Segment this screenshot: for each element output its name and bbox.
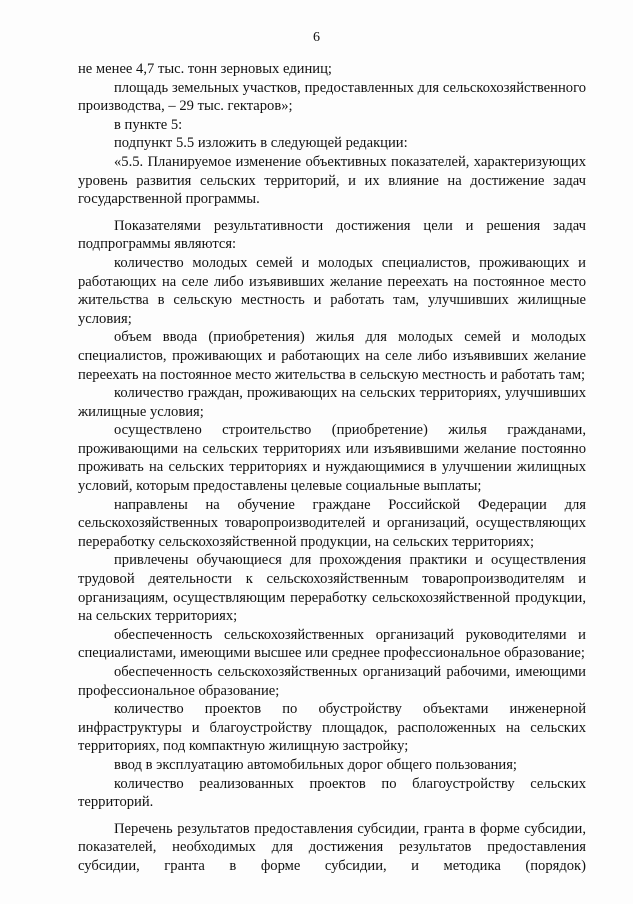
paragraph: объем ввода (приобретения) жилья для молодых семей и молодых специалистов, проживающих и работающих на селе либо изъявивших желание переехать на постоянное место жительства в сельскую местность и работать там;: [78, 329, 586, 383]
paragraph: в пункте 5:: [114, 116, 183, 133]
paragraph: количество проектов по обустройству объектами инженерной инфраструктуры и благоустройству площадок, расположенных на сельских территориях, под компактную жилищную застройку;: [78, 701, 586, 755]
page-number: 6: [313, 30, 320, 45]
paragraph: осуществлено строительство (приобретение) жилья гражданами, проживающими на сельских территориях или изъявившими желание постоянно проживать на сельских территориях и нуждающимися в улучшении жилищных условий, которым предоставлены целевые социальные выплаты;: [78, 422, 586, 495]
paragraph: количество граждан, проживающих на сельских территориях, улучшивших жилищные условия;: [78, 385, 586, 420]
paragraph: обеспеченность сельскохозяйственных организаций рабочими, имеющими профессиональное образование;: [78, 664, 586, 699]
paragraph: Показателями результативности достижения цели и решения задач подпрограммы являются:: [78, 217, 586, 253]
paragraph: привлечены обучающиеся для прохождения практики и осуществления трудовой деятельности к сельскохозяйственным товаропроизводителям и организациям, осуществляющим переработку сельскохозяйственной продукции, на сельских территориях;: [78, 552, 586, 625]
paragraph: ввод в эксплуатацию автомобильных дорог общего пользования;: [114, 756, 517, 773]
paragraph: Перечень результатов предоставления субсидии, гранта в форме субсидии, показателей, необходимых для достижения результатов предоставления субсидии, гранта в форме субсидии, и методика (порядок): [78, 820, 586, 874]
paragraph: количество реализованных проектов по благоустройству сельских территорий.: [78, 775, 586, 811]
paragraph: «5.5. Планируемое изменение объективных показателей, характеризующих уровень развития сельских территорий, и их влияние на достижение задач государственной программы.: [78, 153, 586, 208]
paragraph: не менее 4,7 тыс. тонн зерновых единиц;: [78, 61, 332, 77]
paragraph: площадь земельных участков, предоставленных для сельскохозяйственного производства, – 29 тыс. гектаров»;: [78, 79, 586, 115]
paragraph: подпункт 5.5 изложить в следующей редакции:: [114, 135, 408, 152]
paragraph: направлены на обучение граждане Российской Федерации для сельскохозяйственных товаропроизводителей и организаций, осуществляющих переработку сельскохозяйственной продукции, на сельских территориях;: [78, 496, 586, 550]
document-body: [78, 60, 586, 876]
paragraph: количество молодых семей и молодых специалистов, проживающих и работающих на селе либо изъявивших желание переехать на постоянное место жительства в сельскую местность и работать там, улучшивших жилищные условия;: [78, 254, 586, 327]
paragraph: обеспеченность сельскохозяйственных организаций руководителями и специалистами, имеющими высшее или среднее профессиональное образование;: [78, 626, 586, 662]
